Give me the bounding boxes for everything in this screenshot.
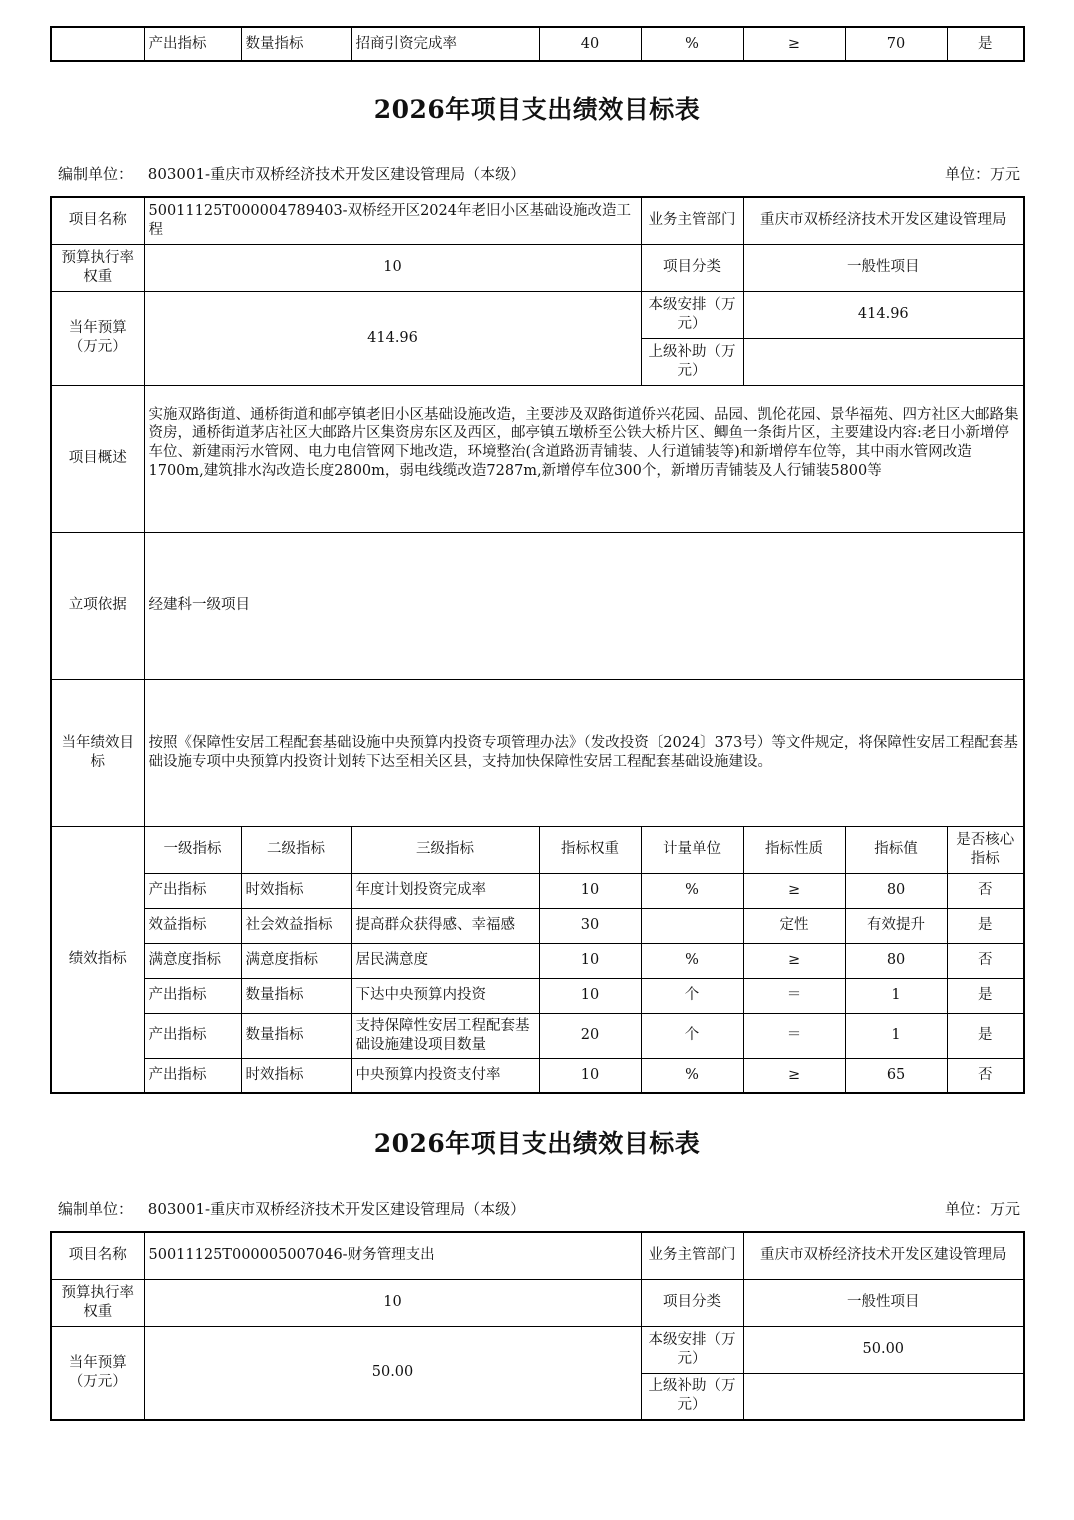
org-value: 803001-重庆市双桥经济技术开发区建设管理局（本级） xyxy=(147,1200,526,1218)
own-budget-label: 本级安排（万元） xyxy=(641,1326,743,1373)
category-value: 一般性项目 xyxy=(743,244,1024,291)
level3-cell: 中央预算内投资支付率 xyxy=(351,1058,539,1093)
core-cell: 是 xyxy=(947,27,1024,61)
budget-label: 当年预算（万元） xyxy=(51,1326,144,1420)
org-value: 803001-重庆市双桥经济技术开发区建设管理局（本级） xyxy=(147,165,526,183)
project-name-value: 50011125T000005007046-财务管理支出 xyxy=(144,1232,641,1279)
category-label: 项目分类 xyxy=(641,244,743,291)
upper-subsidy-label: 上级补助（万元） xyxy=(641,338,743,385)
project-name-value: 50011125T000004789403-双桥经开区2024年老旧小区基础设施改造工程 xyxy=(144,197,641,244)
weight-cell: 10 xyxy=(539,873,641,908)
indicator-header-row xyxy=(51,826,1024,873)
org-line-2 xyxy=(58,1198,525,1219)
value-cell: 80 xyxy=(845,873,947,908)
weight-cell: 10 xyxy=(539,1058,641,1093)
budget-value: 50.00 xyxy=(144,1326,641,1420)
level3-cell: 居民满意度 xyxy=(351,943,539,978)
exec-weight-label: 预算执行率权重 xyxy=(51,1279,144,1326)
performance-table-2 xyxy=(50,1231,1025,1421)
level3-cell: 提高群众获得感、幸福感 xyxy=(351,908,539,943)
value-cell: 1 xyxy=(845,1013,947,1058)
core-cell: 是 xyxy=(947,978,1024,1013)
weight-cell: 10 xyxy=(539,943,641,978)
level3-cell: 招商引资完成率 xyxy=(351,27,539,61)
level1-cell: 满意度指标 xyxy=(144,943,241,978)
page-title: 2026年项目支出绩效目标表 xyxy=(373,95,701,124)
indicator-row xyxy=(51,27,1024,61)
header-level3: 三级指标 xyxy=(351,826,539,873)
core-cell: 否 xyxy=(947,943,1024,978)
exec-weight-label: 预算执行率权重 xyxy=(51,244,144,291)
level1-cell: 产出指标 xyxy=(144,1013,241,1058)
upper-subsidy-value xyxy=(743,1373,1024,1420)
nature-cell: ＝ xyxy=(743,1013,845,1058)
upper-subsidy-value xyxy=(743,338,1024,385)
level1-cell: 效益指标 xyxy=(144,908,241,943)
previous-table-tail xyxy=(50,26,1025,62)
exec-weight-value: 10 xyxy=(144,1279,641,1326)
level2-cell: 数量指标 xyxy=(241,978,351,1013)
project-name-label: 项目名称 xyxy=(51,197,144,244)
unit-cell xyxy=(641,908,743,943)
own-budget-value: 414.96 xyxy=(743,291,1024,338)
level2-cell: 社会效益指标 xyxy=(241,908,351,943)
weight-cell: 40 xyxy=(539,27,641,61)
own-budget-label: 本级安排（万元） xyxy=(641,291,743,338)
budget-label: 当年预算（万元） xyxy=(51,291,144,385)
unit-cell: 个 xyxy=(641,1013,743,1058)
unit-cell: % xyxy=(641,873,743,908)
value-cell: 1 xyxy=(845,978,947,1013)
weight-cell: 10 xyxy=(539,978,641,1013)
dept-label: 业务主管部门 xyxy=(641,197,743,244)
dept-label: 业务主管部门 xyxy=(641,1232,743,1279)
performance-table-1 xyxy=(50,196,1025,1094)
indicator-row xyxy=(51,1058,1024,1093)
level2-cell: 时效指标 xyxy=(241,1058,351,1093)
goal-value: 按照《保障性安居工程配套基础设施中央预算内投资专项管理办法》（发改投资〔2024〕373号）等文件规定，将保障性安居工程配套基础设施专项中央预算内投资计划转下达至相关区县，支持加快保障性安居工程配套基础设施建设。 xyxy=(144,679,1024,826)
own-budget-value: 50.00 xyxy=(743,1326,1024,1373)
level3-cell: 年度计划投资完成率 xyxy=(351,873,539,908)
level2-cell: 数量指标 xyxy=(241,1013,351,1058)
level1-cell: 产出指标 xyxy=(144,27,241,61)
category-label: 项目分类 xyxy=(641,1279,743,1326)
core-cell: 是 xyxy=(947,1013,1024,1058)
header-unit: 计量单位 xyxy=(641,826,743,873)
core-cell: 否 xyxy=(947,1058,1024,1093)
indicators-label: 绩效指标 xyxy=(51,826,144,1093)
exec-weight-value: 10 xyxy=(144,244,641,291)
unit-label: 单位：万元 xyxy=(944,165,1020,183)
header-level1: 一级指标 xyxy=(144,826,241,873)
page-title-2: 2026年项目支出绩效目标表 xyxy=(373,1129,701,1158)
value-cell: 有效提升 xyxy=(845,908,947,943)
nature-cell: 定性 xyxy=(743,908,845,943)
nature-cell: ≥ xyxy=(743,873,845,908)
core-cell: 否 xyxy=(947,873,1024,908)
dept-value: 重庆市双桥经济技术开发区建设管理局 xyxy=(743,197,1024,244)
project-name-label: 项目名称 xyxy=(51,1232,144,1279)
unit-cell: 个 xyxy=(641,978,743,1013)
core-cell: 是 xyxy=(947,908,1024,943)
header-value: 指标值 xyxy=(845,826,947,873)
org-line xyxy=(58,163,525,184)
header-level2: 二级指标 xyxy=(241,826,351,873)
unit-label-2: 单位：万元 xyxy=(944,1200,1020,1218)
category-value: 一般性项目 xyxy=(743,1279,1024,1326)
value-cell: 65 xyxy=(845,1058,947,1093)
level2-cell: 满意度指标 xyxy=(241,943,351,978)
header-weight: 指标权重 xyxy=(539,826,641,873)
level1-cell: 产出指标 xyxy=(144,978,241,1013)
upper-subsidy-label: 上级补助（万元） xyxy=(641,1373,743,1420)
basis-value: 经建科一级项目 xyxy=(144,532,1024,679)
nature-cell: ＝ xyxy=(743,978,845,1013)
weight-cell: 20 xyxy=(539,1013,641,1058)
org-label: 编制单位： xyxy=(58,165,134,183)
indicator-row xyxy=(51,978,1024,1013)
overview-value: 实施双路街道、通桥街道和邮亭镇老旧小区基础设施改造，主要涉及双路街道侨兴花园、品园、凯伦花园、景华福苑、四方社区大邮路集资房，通桥街道茅店社区大邮路片区集资房东区及西区，邮亭镇五墩桥至公铁大桥片区、鲫鱼一条街片区，主要建设内容:老日小新增停车位、新建雨污水管网、电力电信管网下地改造，环境整治(含道路沥青铺装、人行道铺装等)和新增停车位等，其中雨水管网改造1700m,建筑排水沟改造长度2800m，弱电线缆改造7287m,新增停车位300个，新增历青铺装及人行铺装5800等 xyxy=(144,385,1024,532)
level1-cell: 产出指标 xyxy=(144,1058,241,1093)
level2-cell: 数量指标 xyxy=(241,27,351,61)
goal-label: 当年绩效目标 xyxy=(51,679,144,826)
nature-cell: ≥ xyxy=(743,27,845,61)
value-cell: 70 xyxy=(845,27,947,61)
weight-cell: 30 xyxy=(539,908,641,943)
blank-cell xyxy=(51,27,144,61)
dept-value: 重庆市双桥经济技术开发区建设管理局 xyxy=(743,1232,1024,1279)
indicator-row xyxy=(51,873,1024,908)
indicator-row xyxy=(51,943,1024,978)
nature-cell: ≥ xyxy=(743,1058,845,1093)
org-label: 编制单位： xyxy=(58,1200,134,1218)
nature-cell: ≥ xyxy=(743,943,845,978)
level1-cell: 产出指标 xyxy=(144,873,241,908)
unit-cell: % xyxy=(641,943,743,978)
indicator-row xyxy=(51,908,1024,943)
value-cell: 80 xyxy=(845,943,947,978)
header-core: 是否核心指标 xyxy=(947,826,1024,873)
header-nature: 指标性质 xyxy=(743,826,845,873)
indicator-row xyxy=(51,1013,1024,1058)
overview-label: 项目概述 xyxy=(51,385,144,532)
level3-cell: 支持保障性安居工程配套基础设施建设项目数量 xyxy=(351,1013,539,1058)
unit-cell: % xyxy=(641,1058,743,1093)
basis-label: 立项依据 xyxy=(51,532,144,679)
budget-value: 414.96 xyxy=(144,291,641,385)
unit-cell: % xyxy=(641,27,743,61)
level2-cell: 时效指标 xyxy=(241,873,351,908)
level3-cell: 下达中央预算内投资 xyxy=(351,978,539,1013)
